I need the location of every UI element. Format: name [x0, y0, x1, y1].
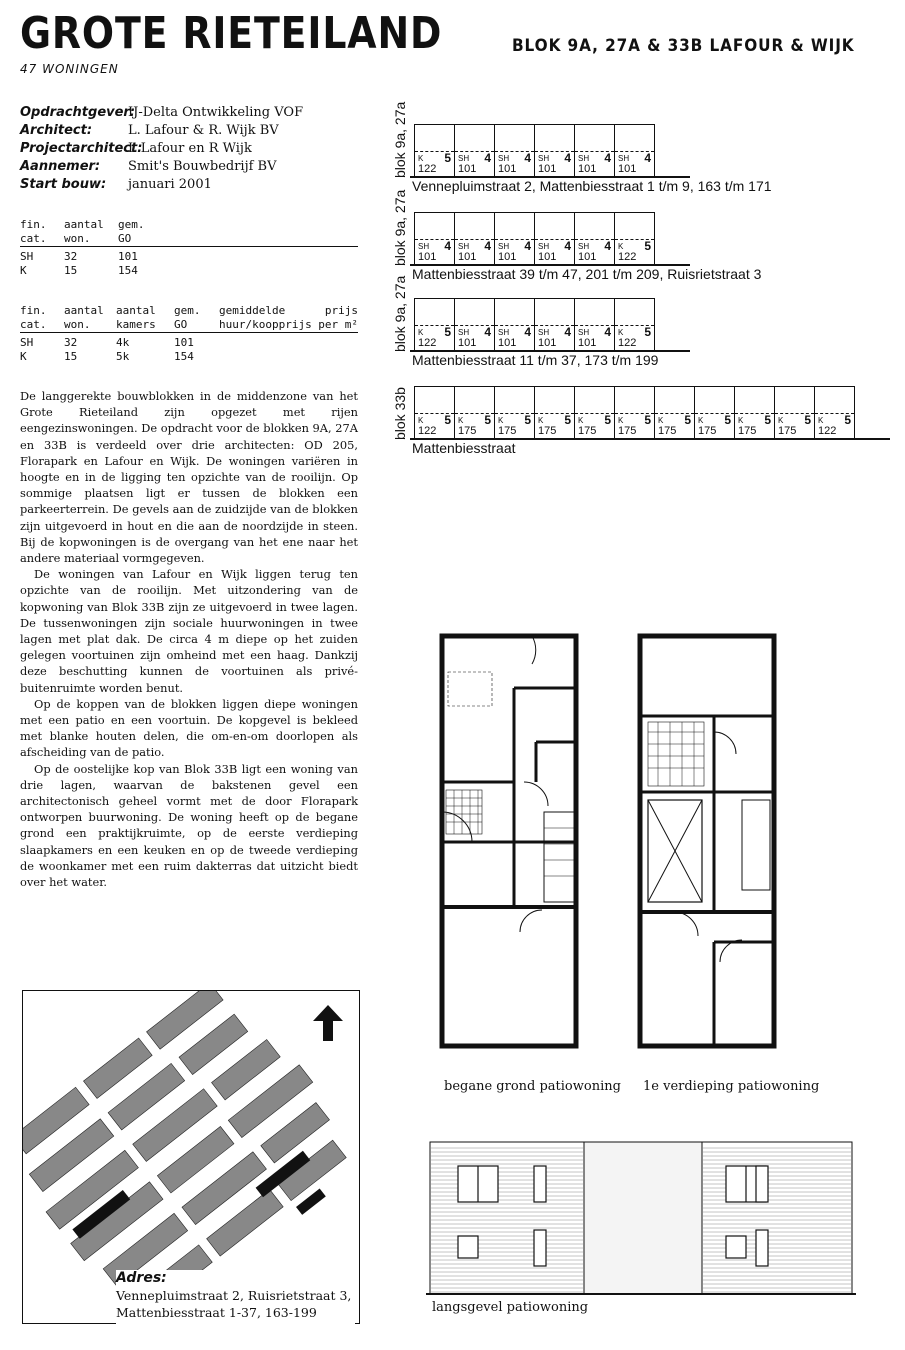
unit-category: K [658, 416, 664, 425]
unit-category: K [778, 416, 784, 425]
table-header-cell: GO [174, 318, 188, 331]
unit-category: SH [618, 154, 630, 163]
unit-area: 101 [498, 163, 517, 175]
unit-category: SH [578, 242, 590, 251]
credit-value: IJ-Delta Ontwikkeling VOF [128, 105, 304, 120]
credit-row [20, 140, 303, 158]
unit-area: 175 [458, 425, 477, 437]
caption-ground-floor: begane grond patiowoning [444, 1079, 621, 1094]
dwelling-unit [494, 212, 534, 265]
credit-key: Projectarchitect: [20, 141, 143, 156]
unit-area: 101 [458, 163, 477, 175]
unit-rooms: 4 [524, 325, 531, 339]
unit-category: SH [578, 328, 590, 337]
table-header-cell: per m² [318, 318, 358, 331]
unit-area: 122 [618, 251, 637, 263]
table-header-cell: won. [64, 232, 91, 245]
dwelling-unit [414, 124, 454, 177]
unit-area: 175 [658, 425, 677, 437]
table-header-cell: fin. [20, 218, 47, 231]
unit-category: SH [498, 154, 510, 163]
unit-category: K [578, 416, 584, 425]
unit-area: 101 [538, 337, 557, 349]
unit-area: 101 [538, 163, 557, 175]
dwelling-unit [654, 386, 694, 439]
unit-area: 101 [458, 251, 477, 263]
unit-area: 122 [418, 337, 437, 349]
table-header-cell: aantal [64, 218, 104, 231]
caption-elevation: langsgevel patiowoning [432, 1300, 589, 1315]
table-cell: 154 [174, 350, 194, 363]
unit-rooms: 4 [564, 325, 571, 339]
dwelling-unit [614, 386, 654, 439]
credits-list [20, 104, 303, 194]
dwelling-unit [694, 386, 734, 439]
body-paragraph: Op de oostelijke kop van Blok 33B ligt een woning van drie lagen, waarvan de bakstenen gevel een architectonisch geheel vormt met de door Florapark ontworpen buurwoning. De woning heeft op de begane grond een praktijkruimte, op de eerste verdieping slaapkamers en een keuken en op de tweede verdieping de woonkamer met een ruim dakterras dat uitzicht biedt over het water. [20, 761, 358, 890]
credit-value: januari 2001 [128, 177, 212, 192]
unit-rooms: 4 [644, 151, 651, 165]
dwelling-unit [774, 386, 814, 439]
dwelling-unit [414, 386, 454, 439]
unit-category: K [498, 416, 504, 425]
unit-rooms: 4 [484, 151, 491, 165]
table-cell: 154 [118, 264, 138, 277]
table-header-cell: cat. [20, 232, 47, 245]
unit-category: SH [458, 154, 470, 163]
table-row [20, 264, 358, 278]
table-cell: 101 [174, 336, 194, 349]
block-label: blok 9a, 27a [392, 275, 408, 352]
unit-rooms: 5 [644, 325, 651, 339]
street-name: Mattenbiesstraat 11 t/m 37, 173 t/m 199 [412, 352, 659, 368]
table-cell: SH [20, 250, 34, 263]
unit-area: 101 [498, 337, 517, 349]
table-cell: 32 [64, 250, 78, 263]
table-cell: 15 [64, 264, 78, 277]
unit-rooms: 5 [444, 151, 451, 165]
unit-area: 101 [498, 251, 517, 263]
unit-category: K [818, 416, 824, 425]
credit-row [20, 104, 303, 122]
unit-category: SH [538, 154, 550, 163]
table-cell: 4k [116, 336, 130, 349]
unit-area: 101 [538, 251, 557, 263]
unit-category: SH [538, 242, 550, 251]
unit-area: 122 [418, 163, 437, 175]
unit-area: 122 [418, 425, 437, 437]
dwelling-unit [454, 212, 494, 265]
unit-category: K [458, 416, 464, 425]
table-cell: K [20, 350, 27, 363]
unit-rooms: 5 [804, 413, 811, 427]
unit-rooms: 5 [604, 413, 611, 427]
dwelling-unit [494, 386, 534, 439]
unit-rooms: 4 [604, 325, 611, 339]
dwelling-unit [614, 212, 655, 265]
credit-key: Architect: [20, 123, 93, 138]
dwelling-unit [494, 124, 534, 177]
unit-area: 175 [538, 425, 557, 437]
unit-area: 175 [578, 425, 597, 437]
unit-rooms: 5 [484, 413, 491, 427]
body-paragraph: De woningen van Lafour en Wijk liggen terug ten opzichte van de rooilijn. Met uitzondering van de kopwoning van Blok 33B zijn ze uitgevoerd in twee lagen. De tussenwoningen zijn sociale huurwoningen in twee lagen met plat dak. De circa 4 m diepe op het zuiden gelegen voortuinen zijn omheind met een haag. Dankzij deze beschutting kunnen de voortuinen als privé-buitenruimte worden benut. [20, 567, 358, 695]
unit-category: SH [458, 328, 470, 337]
dwelling-table-2 [20, 304, 358, 364]
caption-first-floor: 1e verdieping patiowoning [643, 1079, 820, 1094]
block-label: blok 9a, 27a [392, 189, 408, 266]
dwelling-unit [574, 386, 614, 439]
unit-rooms: 5 [644, 413, 651, 427]
unit-rooms: 5 [524, 413, 531, 427]
unit-area: 101 [418, 251, 437, 263]
block-label: blok 33b [392, 387, 408, 440]
dwelling-unit [414, 212, 454, 265]
unit-rooms: 4 [524, 239, 531, 253]
table-cell: K [20, 264, 27, 277]
dwelling-unit [454, 124, 494, 177]
address-line: Vennepluimstraat 2, Ruisrietstraat 3, [116, 1288, 352, 1303]
unit-rooms: 5 [444, 413, 451, 427]
unit-area: 175 [738, 425, 757, 437]
unit-category: K [618, 416, 624, 425]
body-text [20, 388, 358, 890]
table-header-row [20, 218, 358, 247]
table-header-cell: gemiddelde [219, 304, 286, 317]
dwelling-unit [574, 124, 614, 177]
address-heading: Adres: [116, 1270, 167, 1286]
page-title: GROTE RIETEILAND [20, 8, 443, 59]
unit-category: K [618, 328, 624, 337]
unit-area: 122 [618, 337, 637, 349]
unit-rooms: 4 [604, 239, 611, 253]
dwelling-unit [534, 386, 574, 439]
table-header-cell: cat. [20, 318, 47, 331]
dwelling-unit [614, 124, 655, 177]
housing-count: 47 WONINGEN [20, 62, 119, 76]
table-header-row [20, 304, 358, 333]
unit-area: 175 [778, 425, 797, 437]
unit-category: K [418, 328, 424, 337]
table-header-cell: kamers [116, 318, 156, 331]
unit-category: K [418, 154, 424, 163]
dwelling-unit [414, 298, 454, 351]
dwelling-unit [534, 298, 574, 351]
body-paragraph: De langgerekte bouwblokken in de middenzone van het Grote Rieteiland zijn opgezet met rijen eengezinswoningen. De opdracht voor de blokken 9A, 27A en 33B is verdeeld over drie architecten: OD 205, Florapark en Lafour en Wijk. De woningen variëren in hoogte en in de ligging ten opzichte van de rooilijn. Op sommige plaatsen ligt er tussen de blokken een parkeerterrein. De gevels aan de zuidzijde van de blokken zijn uitgevoerd in hout en die aan de noordzijde in steen. Bij de kopwoningen is de overgang van het ene naar het andere materiaal vormgegeven. [20, 389, 358, 566]
unit-category: K [618, 242, 624, 251]
unit-rooms: 5 [644, 239, 651, 253]
unit-category: SH [578, 154, 590, 163]
address-box [116, 1270, 355, 1325]
unit-rooms: 5 [444, 325, 451, 339]
dwelling-unit [814, 386, 855, 439]
table-header-cell: prijs [324, 304, 358, 317]
table-header-cell: won. [64, 318, 91, 331]
credit-value: L. Lafour & R. Wijk BV [128, 123, 279, 138]
unit-row [414, 298, 655, 351]
table-row [20, 250, 358, 264]
floor-plan-ground [436, 632, 582, 1072]
unit-area: 101 [578, 163, 597, 175]
unit-area: 101 [618, 163, 637, 175]
dwelling-unit [454, 298, 494, 351]
table-header-cell: gem. [118, 218, 145, 231]
credit-row [20, 122, 303, 140]
unit-area: 101 [458, 337, 477, 349]
dwelling-unit [534, 124, 574, 177]
credit-row [20, 158, 303, 176]
unit-row [414, 124, 655, 177]
unit-rooms: 4 [564, 151, 571, 165]
unit-area: 175 [698, 425, 717, 437]
table-cell: SH [20, 336, 34, 349]
unit-rooms: 5 [724, 413, 731, 427]
dwelling-unit [574, 212, 614, 265]
unit-rooms: 4 [484, 325, 491, 339]
credit-key: Opdrachtgever: [20, 105, 136, 120]
page-subtitle: BLOK 9A, 27A & 33B LAFOUR & WIJK [512, 36, 855, 56]
table-header-cell: aantal [64, 304, 104, 317]
unit-rooms: 5 [684, 413, 691, 427]
unit-area: 101 [578, 337, 597, 349]
dwelling-unit [614, 298, 655, 351]
unit-category: SH [458, 242, 470, 251]
table-header-cell: gem. [174, 304, 201, 317]
table-header-cell: huur/koopprijs [219, 318, 312, 331]
table-header-cell: fin. [20, 304, 47, 317]
unit-category: K [738, 416, 744, 425]
unit-category: SH [498, 328, 510, 337]
street-name: Mattenbiesstraat [412, 440, 516, 456]
unit-area: 101 [578, 251, 597, 263]
unit-rooms: 4 [444, 239, 451, 253]
unit-category: K [418, 416, 424, 425]
table-cell: 5k [116, 350, 130, 363]
credit-value: Smit's Bouwbedrijf BV [128, 159, 277, 174]
address-line: Mattenbiesstraat 1-37, 163-199 [116, 1305, 317, 1320]
unit-rooms: 5 [764, 413, 771, 427]
table-row [20, 350, 358, 364]
unit-rooms: 4 [604, 151, 611, 165]
street-name: Mattenbiesstraat 39 t/m 47, 201 t/m 209, Ruisrietstraat 3 [412, 266, 762, 282]
floor-plan-first [634, 632, 780, 1052]
table-cell: 32 [64, 336, 78, 349]
table-cell: 101 [118, 250, 138, 263]
credit-key: Aannemer: [20, 159, 101, 174]
unit-rooms: 5 [564, 413, 571, 427]
body-paragraph: Op de koppen van de blokken liggen diepe woningen met een patio en een voortuin. De kopgevel is bekleed met blanke houten delen, die om-en-om doorlopen als afscheiding van de patio. [20, 696, 358, 760]
table-header-cell: aantal [116, 304, 156, 317]
dwelling-unit [454, 386, 494, 439]
table-header-cell: GO [118, 232, 132, 245]
unit-rooms: 5 [844, 413, 851, 427]
street-name: Vennepluimstraat 2, Mattenbiesstraat 1 t/m 9, 163 t/m 171 [412, 178, 772, 194]
block-label: blok 9a, 27a [392, 101, 408, 178]
unit-category: SH [498, 242, 510, 251]
unit-category: K [538, 416, 544, 425]
dwelling-unit [494, 298, 534, 351]
credit-key: Start bouw: [20, 177, 107, 192]
table-row [20, 336, 358, 350]
unit-category: K [698, 416, 704, 425]
unit-rooms: 4 [524, 151, 531, 165]
unit-area: 175 [498, 425, 517, 437]
unit-area: 175 [618, 425, 637, 437]
unit-area: 122 [818, 425, 837, 437]
dwelling-unit [734, 386, 774, 439]
credit-value: L Lafour en R Wijk [128, 141, 252, 156]
unit-row [414, 386, 855, 439]
unit-row [414, 212, 655, 265]
elevation-drawing [426, 1138, 856, 1298]
unit-rooms: 4 [484, 239, 491, 253]
unit-category: SH [418, 242, 430, 251]
unit-rooms: 4 [564, 239, 571, 253]
dwelling-table-1 [20, 218, 358, 278]
dwelling-unit [534, 212, 574, 265]
table-cell: 15 [64, 350, 78, 363]
dwelling-unit [574, 298, 614, 351]
credit-row [20, 176, 303, 194]
unit-category: SH [538, 328, 550, 337]
